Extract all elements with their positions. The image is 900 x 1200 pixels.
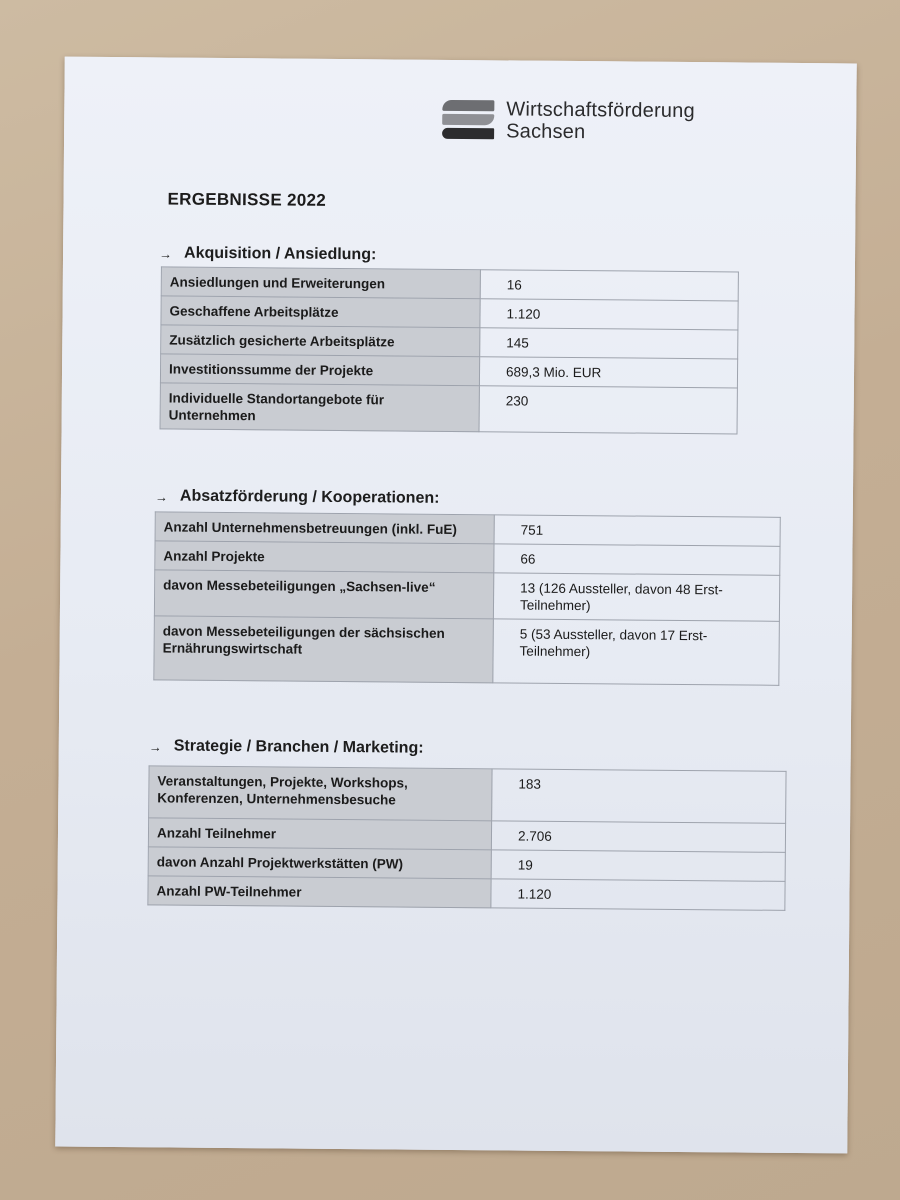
wirtschaftsfoerderung-logo [442,98,695,144]
row-label: Individuelle Standortangebote für Unternehmen [160,383,479,432]
row-label: Anzahl Projekte [155,541,494,573]
table-row [149,766,786,824]
table-row [160,383,737,434]
row-label: davon Anzahl Projektwerkstätten (PW) [148,847,491,879]
arrow-right-icon: → [148,738,162,754]
row-label: Veranstaltungen, Projekte, Workshops, Konferenzen, Unternehmensbesuche [149,766,492,821]
row-value: 1.120 [480,299,738,330]
arrow-right-icon: → [154,488,169,504]
row-label: Anzahl PW-Teilnehmer [148,876,491,908]
row-label: Anzahl Teilnehmer [148,818,491,850]
row-value: 183 [492,769,786,824]
row-value: 1.120 [491,879,785,911]
table-row [154,570,779,621]
section-heading-text: Absatzförderung / Kooperationen: [179,487,440,507]
section-heading-akquisition [159,244,376,264]
row-label: davon Messebeteiligungen „Sachsen-live“ [154,570,493,619]
row-value: 145 [480,328,738,359]
logo-text [506,98,695,144]
row-value: 230 [479,386,737,434]
row-label: Investitionssumme der Projekte [160,354,479,386]
row-label: Anzahl Unternehmensbetreuungen (inkl. FuE) [155,512,494,544]
row-value: 19 [491,850,785,882]
table-akquisition [160,266,739,434]
row-label: Geschaffene Arbeitsplätze [161,296,480,328]
row-value: 13 (126 Aussteller, davon 48 Erst-Teilnehmer) [493,573,779,621]
section-heading-strategie [149,737,424,757]
row-label: Ansiedlungen und Erweiterungen [161,267,480,299]
row-label: davon Messebeteiligungen der sächsischen Ernährungswirtschaft [154,616,494,683]
row-value: 66 [494,544,780,575]
table-row [154,616,780,685]
section-heading-text: Strategie / Branchen / Marketing: [173,737,424,757]
row-value: 16 [480,270,738,301]
page-title: ERGEBNISSE 2022 [167,189,327,210]
logo-line-2: Sachsen [506,120,586,144]
row-value: 751 [494,515,780,546]
table-row [148,876,785,911]
row-value: 5 (53 Aussteller, davon 17 Erst-Teilnehmer) [493,619,780,685]
table-absatzfoerderung [153,511,780,685]
logo-line-1: Wirtschaftsförderung [506,98,695,123]
section-heading-absatzfoerderung [155,487,440,507]
arrow-right-icon: → [158,245,173,262]
table-strategie [147,765,786,911]
row-value: 2.706 [491,821,785,853]
document-page [55,57,856,1154]
logo-mark-icon [442,100,494,140]
row-value: 689,3 Mio. EUR [479,357,737,388]
section-heading-text: Akquisition / Ansiedlung: [183,244,377,264]
row-label: Zusätzlich gesicherte Arbeitsplätze [161,325,480,357]
